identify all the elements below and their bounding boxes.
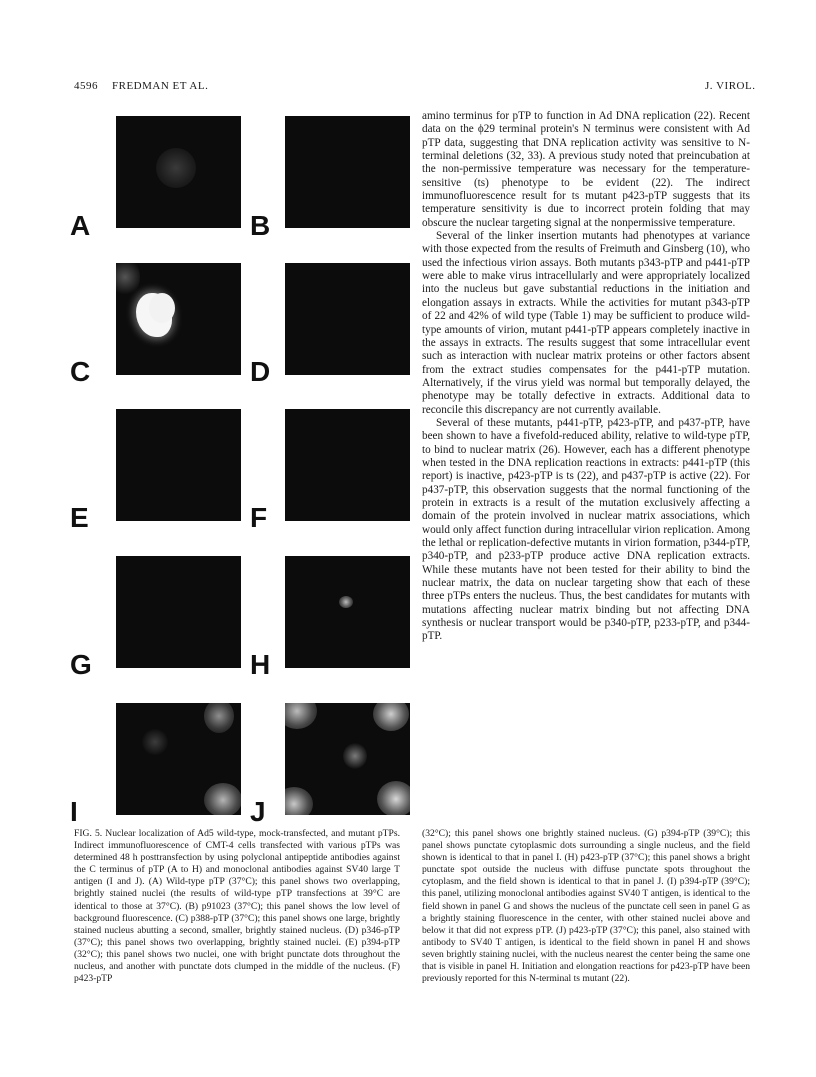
panel-label-g: G	[70, 649, 92, 680]
panel-g	[116, 556, 241, 668]
panel-label-c: C	[70, 356, 91, 387]
paragraph-3: Several of these mutants, p441-pTP, p423-pTP, and p437-pTP, have been shown to have a fivefold-reduced ability, relative to wild-type pTP, to bind to nuclear matrix (26). However, each has a different phenotype when tested in the DNA replication reactions in extracts: p441-pTP (this report) is inactive, p423-pTP is ts (22), and p437-pTP is active (22). For p437-pTP, this observation suggests that the normal functioning of the protein in extracts is a result of the mutation exclusively affecting a domain of the protein involved in nuclear matrix associations, which would only affect function during intracellular virion replication. Among the lethal or replication-defective mutants in virion formation, p344-pTP, p340-pTP, and p233-pTP produce active DNA replication extracts. While these mutants have not been tested for their ability to bind the nuclear matrix, the data on nuclear targeting show that each of these three pTPs enters the nucleus. Thus, the best candidates for mutants with mutations affecting nuclear matrix binding but not affecting DNA synthesis or nuclear transport would be p340-pTP, p233-pTP, and p344-pTP.	[422, 416, 750, 643]
panel-f	[285, 409, 410, 521]
panel-d	[285, 263, 410, 375]
panel-label-i: I	[70, 796, 78, 827]
panel-e	[116, 409, 241, 521]
journal-name: J. VIROL.	[705, 80, 756, 92]
panel-b	[285, 116, 410, 228]
panel-label-j: J	[250, 796, 266, 827]
paragraph-1: amino terminus for pTP to function in Ad DNA replication (22). Recent data on the ϕ29 terminal protein's N terminus were consistent with Ad pTP data, suggesting that DNA replication activity was sensitive to N-terminal deletions (32, 33). A previous study noted that preincubation at the non-permissive temperature was necessary for the temperature-sensitive (ts) phenotype to be evident (22). The indirect immunofluorescence result for ts mutant p423-pTP suggests that its temperature sensitivity is due to incorrect protein folding that may obscure the nuclear targeting signal at the nonpermissive temperature.	[422, 110, 750, 229]
caption-text-left: FIG. 5. Nuclear localization of Ad5 wild-type, mock-transfected, and mutant pTPs. Indirect immunofluorescence of CMT-4 cells transfected with various pTPs was determined 48 h posttransfection by using polyclonal antipeptide antibodies against the C terminus of pTP (A to H) and monoclonal antibodies against SV40 large T antigen (I and J). (A) Wild-type pTP (37°C); this panel shows two overlapping, brightly stained nuclei (the results of wild-type pTP transfections at 39°C are identical to those at 37°C). (B) p91023 (37°C); this panel shows the low level of background fluorescence. (C) p388-pTP (37°C); this panel shows one large, brightly stained nucleus abutting a second, smaller, brightly stained nucleus. (D) p346-pTP (37°C); this panel shows two overlapping, brightly stained nuclei. (E) p394-pTP (32°C); this panel shows two nuclei, one with bright punctate dots throughout the nucleus, and another with punctate dots clumped in the middle of the nucleus. (F) p423-pTP	[74, 828, 400, 985]
panel-i	[116, 703, 241, 815]
running-authors: FREDMAN ET AL.	[112, 80, 209, 92]
panel-label-f: F	[250, 502, 268, 533]
panel-label-e: E	[70, 502, 89, 533]
panel-label-b: B	[250, 210, 271, 241]
figure-caption-left	[74, 828, 400, 985]
panel-label-h: H	[250, 649, 271, 680]
panel-label-a: A	[70, 210, 91, 241]
panel-label-d: D	[250, 356, 271, 387]
page-number: 4596	[74, 80, 98, 92]
body-text-column	[422, 110, 750, 644]
panel-c	[116, 263, 241, 375]
caption-text-right: (32°C); this panel shows one brightly stained nucleus. (G) p394-pTP (39°C); this panel shows punctate cytoplasmic dots surrounding a single nucleus, and the field shown is identical to that in panel I. (H) p423-pTP (37°C); this panel shows a bright punctate spot outside the nucleus with diffuse punctate spots throughout the cytoplasm, and the field shown is identical to that in panel J. (I) p394-pTP (39°C); this panel, utilizing monoclonal antibodies against SV40 T antigen, is identical to the field shown in panel G and shows the nucleus of the punctate cell seen in panel G as a brightly staining fluorescence in the center, with other stained nuclei above and below it that did not express pTP. (J) p423-pTP (37°C); this panel, also stained with antibody to SV40 T antigen, is identical to the field shown in panel H and shows seven brightly staining nuclei, with the nucleus nearest the center being the same one that is visible in panel H. Initiation and elongation reactions for p423-pTP have been previously reported for this N-terminal ts mutant (22).	[422, 828, 750, 985]
running-header	[0, 80, 816, 96]
panel-j	[285, 703, 410, 815]
panel-h	[285, 556, 410, 668]
figure-caption-right	[422, 828, 750, 985]
paragraph-2: Several of the linker insertion mutants had phenotypes at variance with those expected from the results of Freimuth and Ginsberg (10), who used the infectious virion assays. Both mutants p343-pTP and p441-pTP were able to make virus intracellularly and were appropriately localized into the nucleus but gave substantial reductions in the initiation and elongation assays in extracts. While the activities for mutant p343-pTP of 22 and 42% of wild type (Table 1) may be sufficient to produce wild-type amounts of virion, mutant p441-pTP appears completely inactive in the assays in extracts. The results suggest that some intracellular event such as interaction with nuclear matrix proteins or other factors absent from the extract studies compensates for the p441-pTP mutation. Alternatively, if the virus yield was normal but temporally delayed, the phenotype may be totally defective in extracts. Additional data to reconcile this discrepancy are not currently available.	[422, 230, 750, 416]
panel-a	[116, 116, 241, 228]
